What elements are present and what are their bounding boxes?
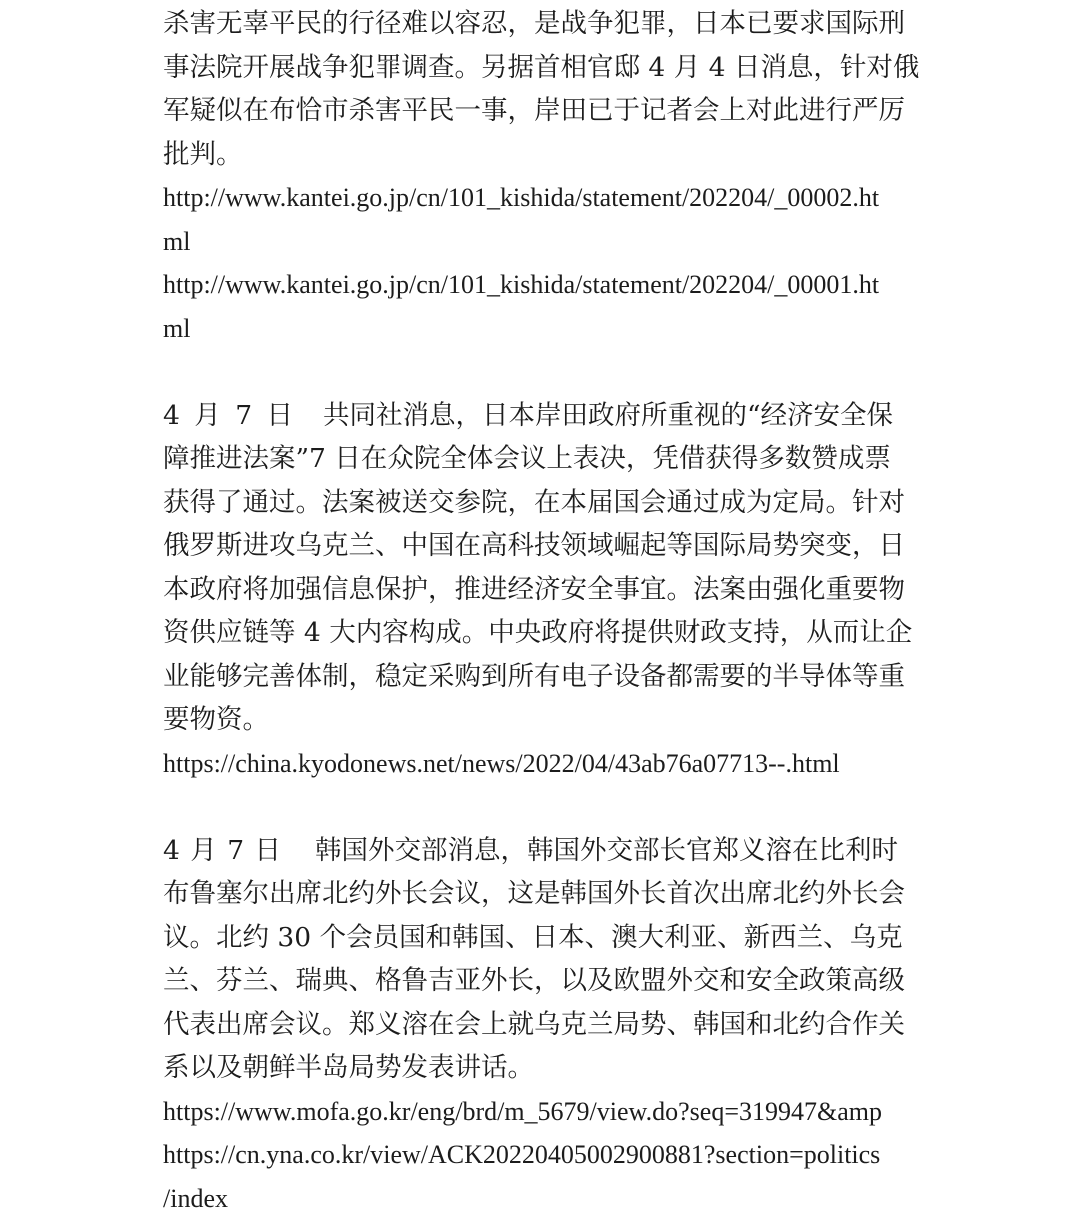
intro-source-links bbox=[163, 176, 923, 350]
entry-heading-line bbox=[163, 829, 923, 873]
text-line: 获得了通过。法案被送交参院，在本届国会通过成为定局。针对 bbox=[163, 481, 923, 525]
text-line: 本政府将加强信息保护，推进经济安全事宜。法案由强化重要物 bbox=[163, 568, 923, 612]
text-line: 系以及朝鲜半岛局势发表讲话。 bbox=[163, 1046, 923, 1090]
text-line: 议。北约 30 个会员国和韩国、日本、澳大利亚、新西兰、乌克 bbox=[163, 916, 923, 960]
paragraph-spacer bbox=[163, 785, 923, 829]
source-url-line[interactable]: https://www.mofa.go.kr/eng/brd/m_5679/view.do?seq=319947&amp bbox=[163, 1090, 923, 1134]
source-url-line[interactable]: ml bbox=[163, 220, 923, 264]
entry-heading-line bbox=[163, 394, 923, 438]
text-line: 批判。 bbox=[163, 133, 923, 177]
text-line: 事法院开展战争犯罪调查。另据首相官邸 4 月 4 日消息，针对俄 bbox=[163, 46, 923, 90]
source-url-line[interactable]: /index bbox=[163, 1177, 923, 1220]
source-url-line[interactable]: https://china.kyodonews.net/news/2022/04/43ab76a07713--.html bbox=[163, 742, 923, 786]
text-line: 障推进法案”7 日在众院全体会议上表决，凭借获得多数赞成票 bbox=[163, 437, 923, 481]
news-entry-kyodo bbox=[163, 394, 923, 786]
text-line: 布鲁塞尔出席北约外长会议，这是韩国外长首次出席北约外长会 bbox=[163, 872, 923, 916]
text-line: 业能够完善体制，稳定采购到所有电子设备都需要的半导体等重 bbox=[163, 655, 923, 699]
document-page bbox=[163, 2, 923, 1220]
source-url-line[interactable]: ml bbox=[163, 307, 923, 351]
intro-paragraph bbox=[163, 2, 923, 176]
source-url-line[interactable]: https://cn.yna.co.kr/view/ACK20220405002900881?section=politics bbox=[163, 1133, 923, 1177]
source-url-line[interactable]: http://www.kantei.go.jp/cn/101_kishida/statement/202204/_00001.ht bbox=[163, 263, 923, 307]
text-line: 杀害无辜平民的行径难以容忍，是战争犯罪，日本已要求国际刑 bbox=[163, 2, 923, 46]
entry-date: 4 月 7 日 bbox=[163, 394, 323, 438]
paragraph-spacer bbox=[163, 350, 923, 394]
news-entry-mofa-korea bbox=[163, 829, 923, 1220]
text-line: 资供应链等 4 大内容构成。中央政府将提供财政支持，从而让企 bbox=[163, 611, 923, 655]
text-line: 要物资。 bbox=[163, 698, 923, 742]
text-line: 兰、芬兰、瑞典、格鲁吉亚外长，以及欧盟外交和安全政策高级 bbox=[163, 959, 923, 1003]
text-line: 俄罗斯进攻乌克兰、中国在高科技领域崛起等国际局势突变，日 bbox=[163, 524, 923, 568]
entry-date: 4 月 7 日 bbox=[163, 829, 315, 873]
entry-lead-text: 韩国外交部消息，韩国外交部长官郑义溶在比利时 bbox=[315, 835, 898, 866]
text-line: 代表出席会议。郑义溶在会上就乌克兰局势、韩国和北约合作关 bbox=[163, 1003, 923, 1047]
text-line: 军疑似在布恰市杀害平民一事，岸田已于记者会上对此进行严厉 bbox=[163, 89, 923, 133]
source-url-line[interactable]: http://www.kantei.go.jp/cn/101_kishida/statement/202204/_00002.ht bbox=[163, 176, 923, 220]
entry-lead-text: 共同社消息，日本岸田政府所重视的“经济安全保 bbox=[323, 400, 893, 431]
